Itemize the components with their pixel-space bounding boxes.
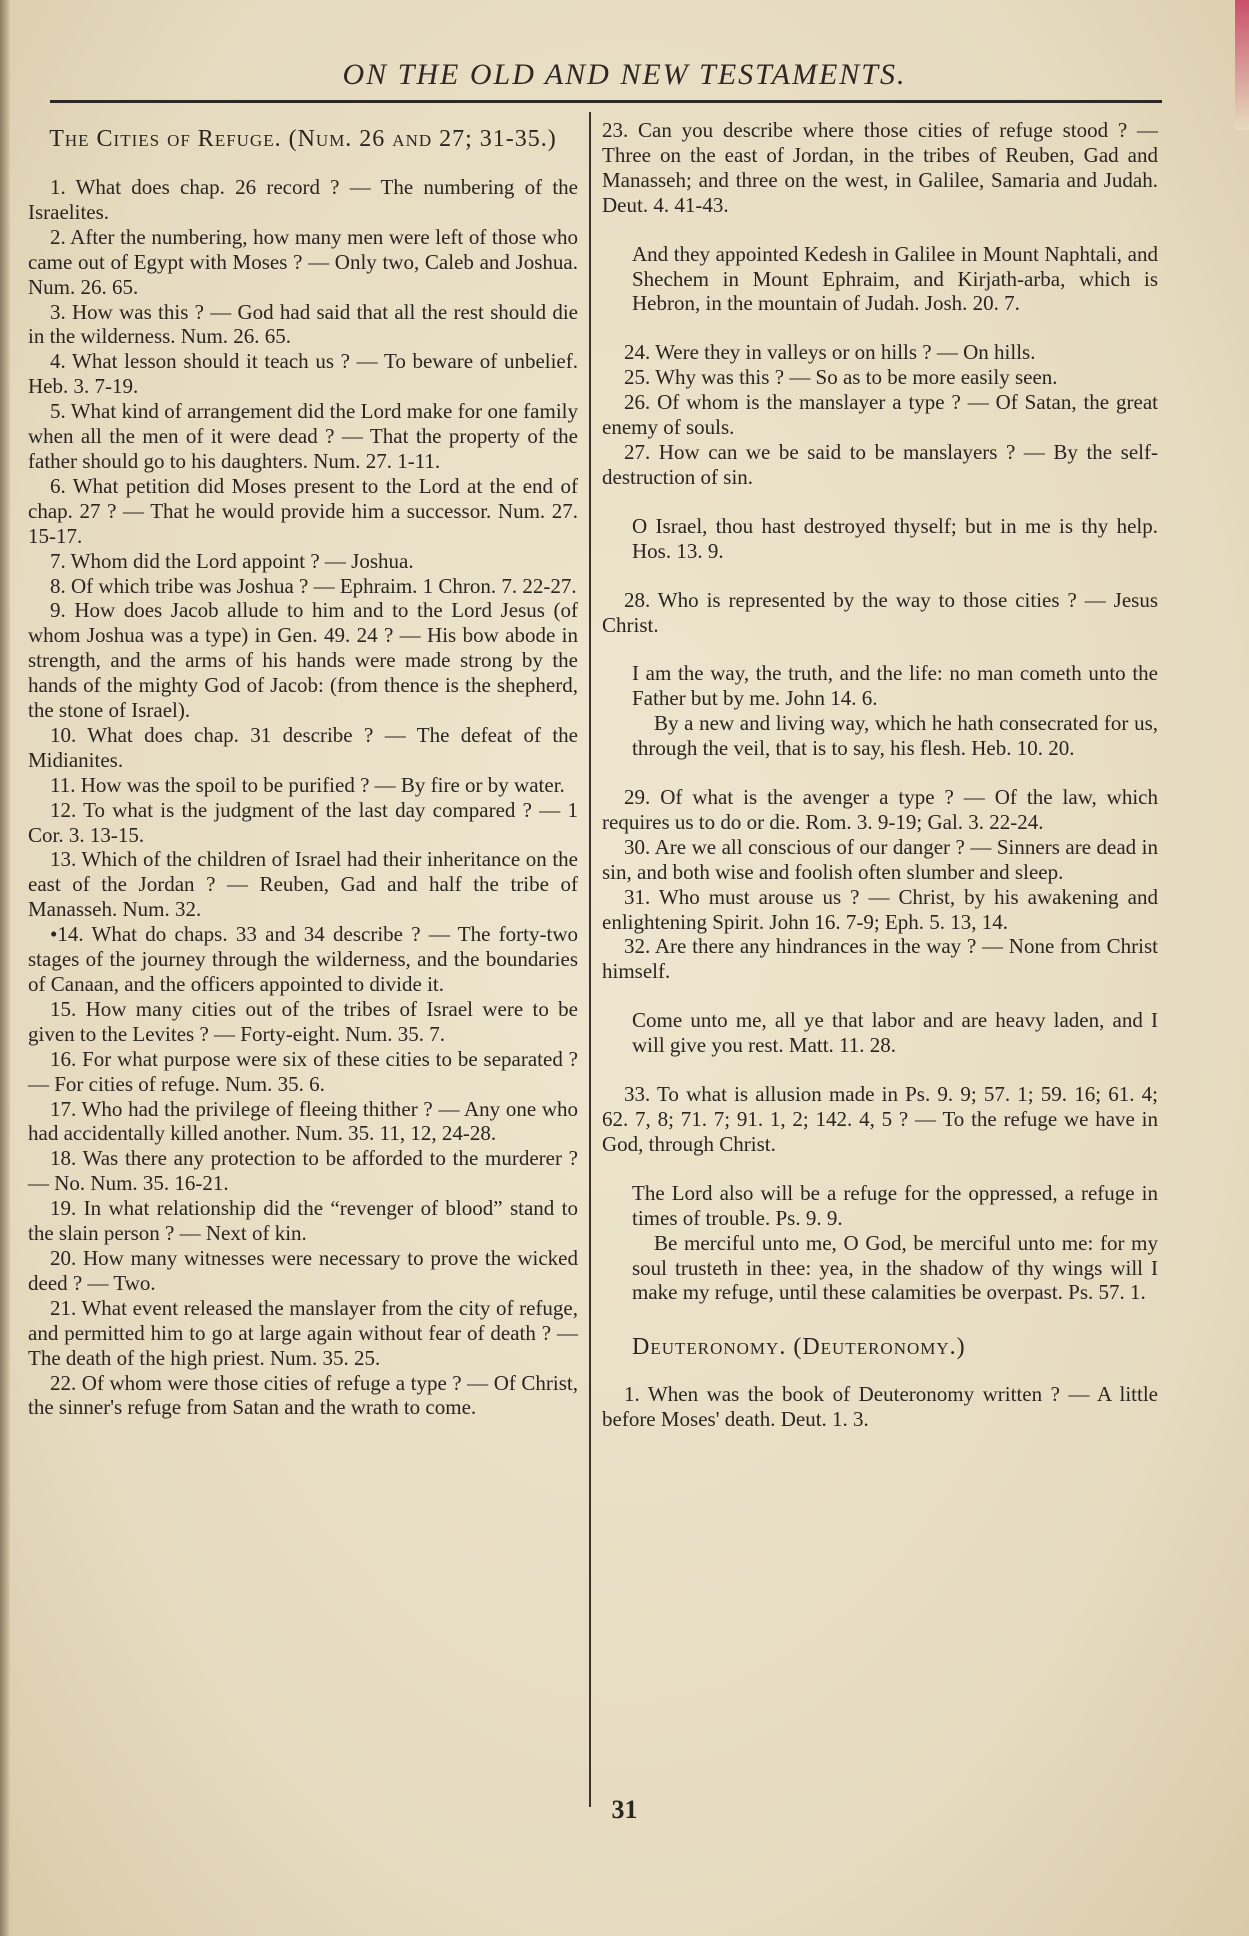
question-paragraph: 24. Were they in valleys or on hills ? — On hills. [624,340,1036,365]
question-paragraph: 10. What does chap. 31 describe ? — The defeat of the Midianites. [28,722,578,772]
question-paragraph: 21. What event released the manslayer from the city of refuge, and permitted him to go at large again without fear of death ? — The death of the high priest. Num. 35. 25. [28,1295,578,1370]
question-paragraph: 23. Can you describe where those cities of refuge stood ? — Three on the east of Jordan, in the tribes of Reuben, Gad and Manasseh; and three on the west, in Galilee, Samaria and Judah. Deut. 4. 41-43. [602,118,1158,217]
section-heading: The Cities of Refuge. (Num. 26 and 27; 31-35.) [49,126,557,152]
question-paragraph: 2. After the numbering, how many men were left of those who came out of Egypt with Moses ? — Only two, Caleb and Joshua. Num. 26. 65. [28,224,578,299]
question-paragraph: •14. What do chaps. 33 and 34 describe ? — The forty-two stages of the journey through the wilderness, and the boundaries of Canaan, and the officers appointed to divide it. [28,922,578,996]
question-paragraph: 12. To what is the judgment of the last day compared ? — 1 Cor. 3. 13-15. [28,797,578,847]
question-paragraph: 33. To what is allusion made in Ps. 9. 9; 57. 1; 59. 16; 61. 4; 62. 7, 8; 71. 7; 91. 1, 2; 142. 4, 5 ? — To the refuge we have in God, through Christ. [602,1082,1158,1156]
section-heading-deuteronomy: Deuteronomy. (Deuteronomy.) [632,1334,966,1361]
question-paragraph: 3. How was this ? — God had said that all the rest should die in the wilderness. Num. 26. 65. [28,299,578,349]
page-edge-shadow [0,0,10,1936]
question-paragraph: 9. How does Jacob allude to him and to the Lord Jesus (of whom Joshua was a type) in Gen. 49. 24 ? — His bow abode in strength, and the arms of his hands were made strong by the hands of the mighty God of Jacob: (from thence is the shepherd, the stone of Israel). [28,598,578,723]
question-paragraph: 26. Of whom is the manslayer a type ? — Of Satan, the great enemy of souls. [602,390,1158,440]
question-paragraph: 1. What does chap. 26 record ? — The numbering of the Israelites. [28,175,578,224]
header-rule [50,100,1162,103]
scripture-quote: By a new and living way, which he hath consecrated for us, through the veil, that is to say, his flesh. Heb. 10. 20. [632,711,1158,761]
scripture-quote: And they appointed Kedesh in Galilee in Mount Naphtali, and Shechem in Mount Ephraim, and Kirjath-arba, which is Hebron, in the mountain of Judah. Josh. 20. 7. [632,241,1158,316]
scripture-quote: O Israel, thou hast destroyed thyself; but in me is thy help. Hos. 13. 9. [632,513,1158,563]
scripture-quote: Come unto me, all ye that labor and are heavy laden, and I will give you rest. Matt. 11. 28. [632,1008,1158,1058]
question-paragraph: 1. When was the book of Deuteronomy written ? — A little before Moses' death. Deut. 1. 3. [602,1382,1158,1432]
question-paragraph: 19. In what relationship did the “revenger of blood” stand to the slain person ? — Next of kin. [28,1196,578,1246]
question-paragraph: 20. How many witnesses were necessary to prove the wicked deed ? — Two. [28,1245,578,1295]
question-paragraph: 22. Of whom were those cities of refuge a type ? — Of Christ, the sinner's refuge from Satan and the wrath to come. [28,1370,578,1420]
question-paragraph: 6. What petition did Moses present to the Lord at the end of chap. 27 ? — That he would provide him a successor. Num. 27. 15-17. [28,473,578,548]
question-paragraph: 16. For what purpose were six of these cities to be separated ? — For cities of refuge. Num. 35. 6. [28,1046,578,1096]
question-paragraph: 8. Of which tribe was Joshua ? — Ephraim. 1 Chron. 7. 22-27. [50,573,577,598]
running-head: ON THE OLD AND NEW TESTAMENTS. [342,58,907,91]
question-paragraph: 5. What kind of arrangement did the Lord make for one family when all the men of it were dead ? — That the property of the father should go to his daughters. Num. 27. 1-11. [28,399,578,473]
question-paragraph: 30. Are we all conscious of our danger ? — Sinners are dead in sin, and both wise and foolish often slumber and sleep. [602,834,1158,884]
question-paragraph: 29. Of what is the avenger a type ? — Of the law, which requires us to do or die. Rom. 3. 9-19; Gal. 3. 22-24. [602,785,1158,834]
question-paragraph: 7. Whom did the Lord appoint ? — Joshua. [50,548,414,573]
question-paragraph: 11. How was the spoil to be purified ? — By fire or by water. [50,772,565,797]
right-column [602,118,1158,1432]
scripture-quote: Be merciful unto me, O God, be merciful unto me: for my soul trusteth in thee: yea, in the shadow of thy wings will I make my refuge, until these calamities be overpast. Ps. 57. 1. [632,1230,1158,1305]
page-number: 31 [611,1795,638,1824]
question-paragraph: 28. Who is represented by the way to those cities ? — Jesus Christ. [602,587,1158,637]
question-paragraph: 25. Why was this ? — So as to be more easily seen. [624,365,1058,390]
question-paragraph: 4. What lesson should it teach us ? — To beware of unbelief. Heb. 3. 7-19. [28,349,578,399]
scripture-quote: The Lord also will be a refuge for the oppressed, a refuge in times of trouble. Ps. 9. 9. [632,1180,1158,1230]
question-paragraph: 17. Who had the privilege of fleeing thither ? — Any one who had accidentally killed another. Num. 35. 11, 12, 24-28. [28,1096,578,1146]
question-paragraph: 31. Who must arouse us ? — Christ, by his awakening and enlightening Spirit. John 16. 7-9; Eph. 5. 13, 14. [602,884,1158,934]
column-divider [589,112,591,1807]
question-paragraph: 15. How many cities out of the tribes of Israel were to be given to the Levites ? — Forty-eight. Num. 35. 7. [28,996,578,1046]
question-paragraph: 13. Which of the children of Israel had their inheritance on the east of the Jordan ? — Reuben, Gad and half the tribe of Manasseh. Num. 32. [28,847,578,922]
question-paragraph: 18. Was there any protection to be afforded to the murderer ? — No. Num. 35. 16-21. [28,1146,578,1196]
question-paragraph: 32. Are there any hindrances in the way ? — None from Christ himself. [602,934,1158,984]
left-column [28,118,578,1420]
question-paragraph: 27. How can we be said to be manslayers ? — By the self-destruction of sin. [602,439,1158,489]
scripture-quote: I am the way, the truth, and the life: no man cometh unto the Father but by me. John 14. 6. [632,661,1158,711]
